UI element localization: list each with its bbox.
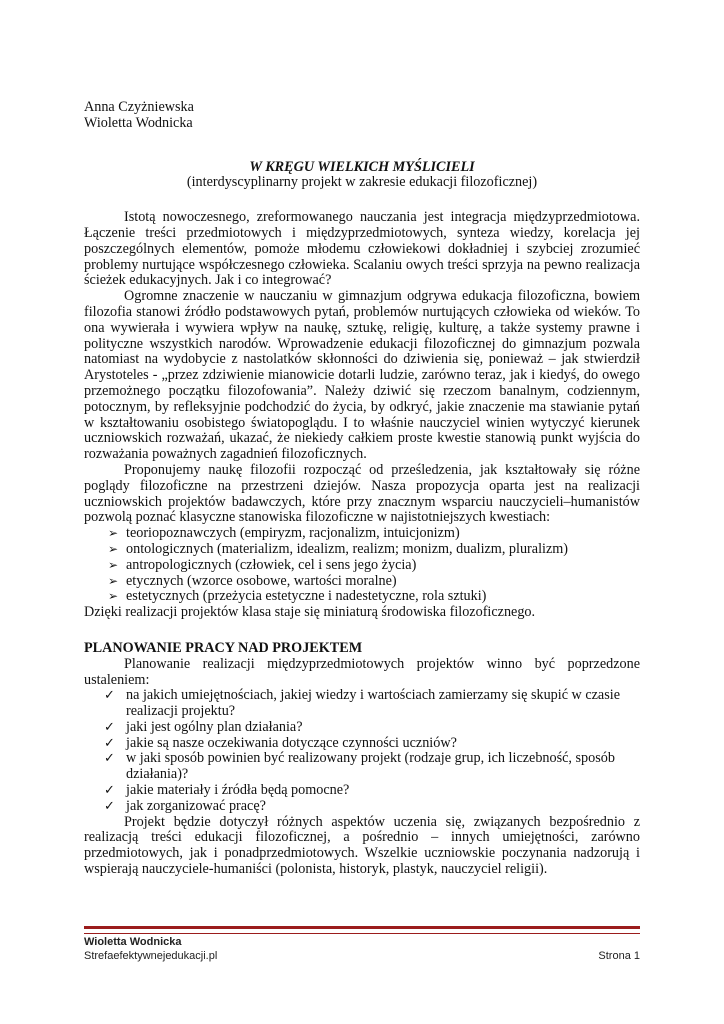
page-number: Strona 1 [598,950,640,962]
list-item: ✓ jakie są nasze oczekiwania dotyczące czynności uczniów? [104,734,457,751]
author-2: Wioletta Wodnicka [84,114,193,131]
check-bullet-icon: ✓ [104,688,115,704]
section-heading: PLANOWANIE PRACY NAD PROJEKTEM [84,639,363,656]
arrow-list [84,526,640,605]
check-bullet-icon: ✓ [104,719,115,735]
list-item: ✓ jaki jest ogólny plan działania? [104,718,303,735]
paragraph-after-list: Dzięki realizacji projektów klasa staje się miniaturą środowiska filozoficznego. [84,604,536,621]
paragraph-philosophy: Ogromne znaczenie w nauczaniu w gimnazjum odgrywa edukacja filozoficzna, bowiem filozofia stanowi źródło podstawowych pytań, problemów nurtujących człowieka od wieków. To ona wywierała i wywiera wpływ na naukę, sztukę, religię, kulturę, a także systemy prawne i polityczne wszystkich narodów. Wprowadzenie edukacji filozoficznej do gimnazjum pozwala natomiast na wydobycie z nastolatków skłonności do dziwienia się, ponieważ – jak stwierdził Arystoteles - „przez zdziwienie mianowicie dotarli ludzie, zarówno teraz, jak i kiedyś, do owego przemożnego początku filozofowania”. Należy dziwić się rzeczom banalnym, codziennym, potocznym, by refleksyjnie podchodzić do życia, by odkryć, jakie znaczenie ma stawianie pytań w kształtowaniu osobistego światopoglądu. I to właśnie nauczyciel winien wytyczyć kierunek uczniowskich rozważań, ukazać, że niekiedy całkiem proste kwestie stanowią punkt wyjścia do rozważania poważnych zagadnień filozoficznych. [84,288,640,463]
list-item: ➢ antropologicznych (człowiek, cel i sens jego życia) [108,556,417,573]
arrow-bullet-icon: ➢ [108,557,119,572]
arrow-bullet-icon: ➢ [108,589,119,604]
document-title: W KRĘGU WIELKICH MYŚLICIELI [249,158,475,175]
list-item: ✓ na jakich umiejętnościach, jakiej wiedzy i wartościach zamierzamy się skupić w czasie realizacji projektu? [104,687,620,720]
check-bullet-icon: ✓ [104,751,115,767]
footer-site: Strefaefektywnejedukacji.pl [84,950,218,962]
check-bullet-icon: ✓ [104,735,115,751]
list-item: ➢ ontologicznych (materializm, idealizm, realizm; monizm, dualizm, pluralizm) [108,540,569,557]
author-1: Anna Czyżniewska [84,99,194,115]
section-intro: Planowanie realizacji międzyprzedmiotowych projektów winno być poprzedzone ustaleniem: [84,655,640,688]
check-bullet-icon: ✓ [104,798,115,814]
check-list [84,688,640,814]
list-item: ✓ jakie materiały i źródła będą pomocne? [104,782,350,799]
arrow-bullet-icon: ➢ [108,541,119,556]
paragraph-intro: Istotą nowoczesnego, zreformowanego nauczania jest integracja międzyprzedmiotowa. Łączenie treści przedmiotowych i międzyprzedmiotowych, synteza wiedzy, korelacja jej poszczególnych elementów, pomoże młodemu człowiekowi dokładniej i szybciej zrozumieć problemy nurtujące współczesnego człowieka. Scalaniu owych treści sprzyja na pewno realizacja ścieżek edukacyjnych. Jak i co integrować? [84,209,640,289]
list-item: ➢ estetycznych (przeżycia estetyczne i nadestetyczne, rola sztuki) [108,588,487,605]
footer-rule [84,926,640,934]
arrow-bullet-icon: ➢ [108,573,119,588]
paragraph-proposal: Proponujemy naukę filozofii rozpocząć od prześledzenia, jak kształtowały się różne poglądy filozoficzne na przestrzeni dziejów. Nasza propozycja oparta jest na realizacji uczniowskich projektów badawczych, które przy znacznym wsparciu nauczycieli–humanistów pozwolą poznać klasyczne stanowiska filozoficzne w najistotniejszych kwestiach: [84,461,640,526]
authors [84,100,640,132]
check-bullet-icon: ✓ [104,783,115,799]
document-body [84,100,640,878]
footer-row [84,949,640,963]
list-item: ➢ etycznych (wzorce osobowe, wartości moralne) [108,572,397,589]
paragraph-closing: Projekt będzie dotyczył różnych aspektów uczenia się, związanych bezpośrednio z realizacją treści edukacji filozoficznej, a pośrednio – innych umiejętności, zarówno przedmiotowych, jak i ponadprzedmiotowych. Wszelkie uczniowskie poczynania nadzorują i wspierają nauczyciele-humaniści (polonista, historyk, plastyk, nauczyciel religii). [84,813,640,878]
title-block [84,160,640,192]
footer-author: Wioletta Wodnicka [84,936,182,948]
arrow-bullet-icon: ➢ [108,526,119,541]
document-subtitle: (interdyscyplinarny projekt w zakresie edukacji filozoficznej) [186,174,538,191]
page-footer [84,935,640,963]
list-item: ✓ w jaki sposób powinien być realizowany projekt (rodzaje grup, ich liczebność, sposób działania)? [104,750,615,783]
list-item: ➢ teoriopoznawczych (empiryzm, racjonalizm, intuicjonizm) [108,525,460,542]
list-item: ✓ jak zorganizować pracę? [104,797,266,814]
